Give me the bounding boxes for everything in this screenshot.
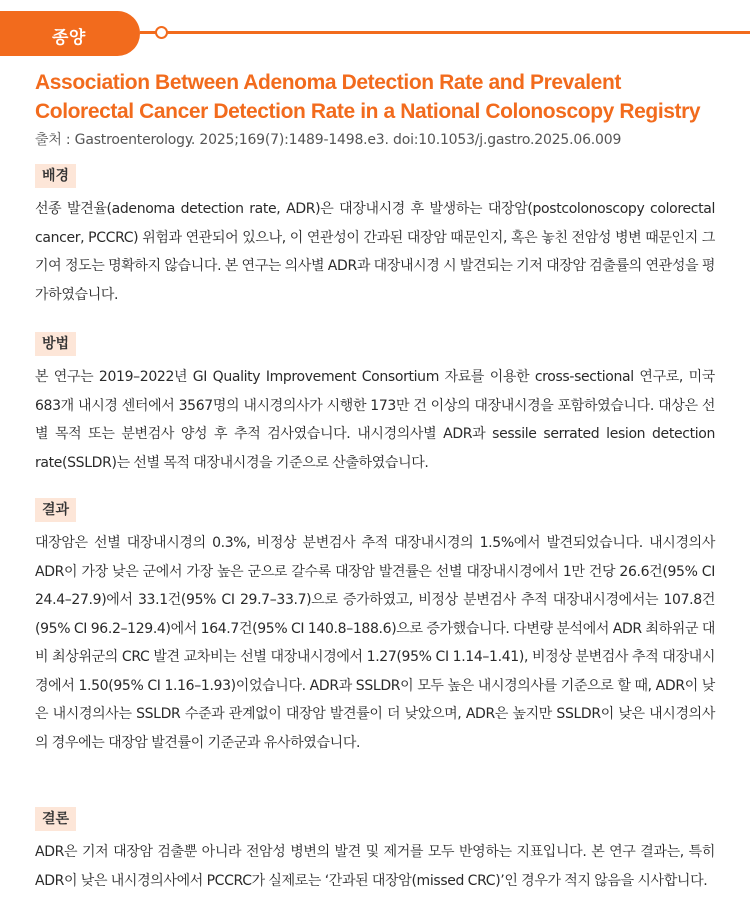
section-background [35,164,715,309]
article-source: 출처 : Gastroenterology. 2025;169(7):1489-1498.e3. doi:10.1053/j.gastro.2025.06.009 [35,132,622,148]
section-text-results: 대장암은 선별 대장내시경의 0.3%, 비정상 분변검사 추적 대장내시경의 1.5%에서 발견되었습니다. 내시경의사 ADR이 가장 낮은 군에서 가장 높은 군으로 갈수록 대장암 발견률은 선별 대장내시경에서 1만 건당 26.6건(95% CI 24.4–27.9)에서 33.1건(95% CI 29.7–33.7)으로 증가하였고, 비정상 분변검사 추적 대장내시경에서는 107.8건(95% CI 96.2–129.4)에서 164.7건(95% CI 140.8–188.6)으로 증가했습니다. 다변량 분석에서 ADR 최하위군 대비 최상위군의 CRC 발견 교차비는 선별 대장내시경에서 1.27(95% CI 1.14–1.41), 비정상 분변검사 추적 대장내시경에서 1.50(95% CI 1.16–1.93)이었습니다. ADR과 SSLDR이 모두 높은 내시경의사를 기준으로 할 때, ADR이 낮은 내시경의사는 SSLDR 수준과 관계없이 대장암 발견률이 더 낮았으며, ADR은 높지만 SSLDR이 낮은 내시경의사의 경우에는 대장암 발견률이 기준군과 유사하였습니다. [35,535,715,751]
header-rule-dot [155,26,168,39]
section-label-results: 결과 [35,498,76,522]
section-results [35,498,715,757]
section-label-conclusion: 결론 [35,807,76,831]
section-text-methods: 본 연구는 2019–2022년 GI Quality Improvement Consortium 자료를 이용한 cross-sectional 연구로, 미국 683개 내시경 센터에서 3567명의 내시경의사가 시행한 173만 건 이상의 대장내시경을 포함하였습니다. 대상은 선별 목적 또는 분변검사 양성 후 추적 검사였습니다. 내시경의사별 ADR과 sessile serrated lesion detection rate(SSLDR)는 선별 목적 대장내시경을 기준으로 산출하였습니다. [35,369,715,471]
section-text-conclusion: ADR은 기저 대장암 검출뿐 아니라 전암성 병변의 발견 및 제거를 모두 반영하는 지표입니다. 본 연구 결과는, 특히 ADR이 낮은 내시경의사에서 PCCRC가 실제로는 ‘간과된 대장암(missed CRC)’인 경우가 적지 않음을 시사합니다. [35,844,715,889]
category-tag [0,11,140,56]
section-label-background: 배경 [35,164,76,188]
section-text-background: 선종 발견율(adenoma detection rate, ADR)은 대장내시경 후 발생하는 대장암(postcolonoscopy colorectal cancer, PCCRC) 위험과 연관되어 있으나, 이 연관성이 간과된 대장암 때문인지, 혹은 놓친 전암성 병변 때문인지 그 기여 정도는 명확하지 않습니다. 본 연구는 의사별 ADR과 대장내시경 시 발견되는 기저 대장암 검출률의 연관성을 평가하였습니다. [35,201,715,303]
section-methods [35,332,715,477]
section-label-methods: 방법 [35,332,76,356]
section-conclusion [35,807,715,895]
article-title: Association Between Adenoma Detection Rate and Prevalent Colorectal Cancer Detection Rate in a National Colonoscopy Registry [35,71,701,123]
category-label: 종양 [52,28,86,48]
header-rule [140,31,750,34]
